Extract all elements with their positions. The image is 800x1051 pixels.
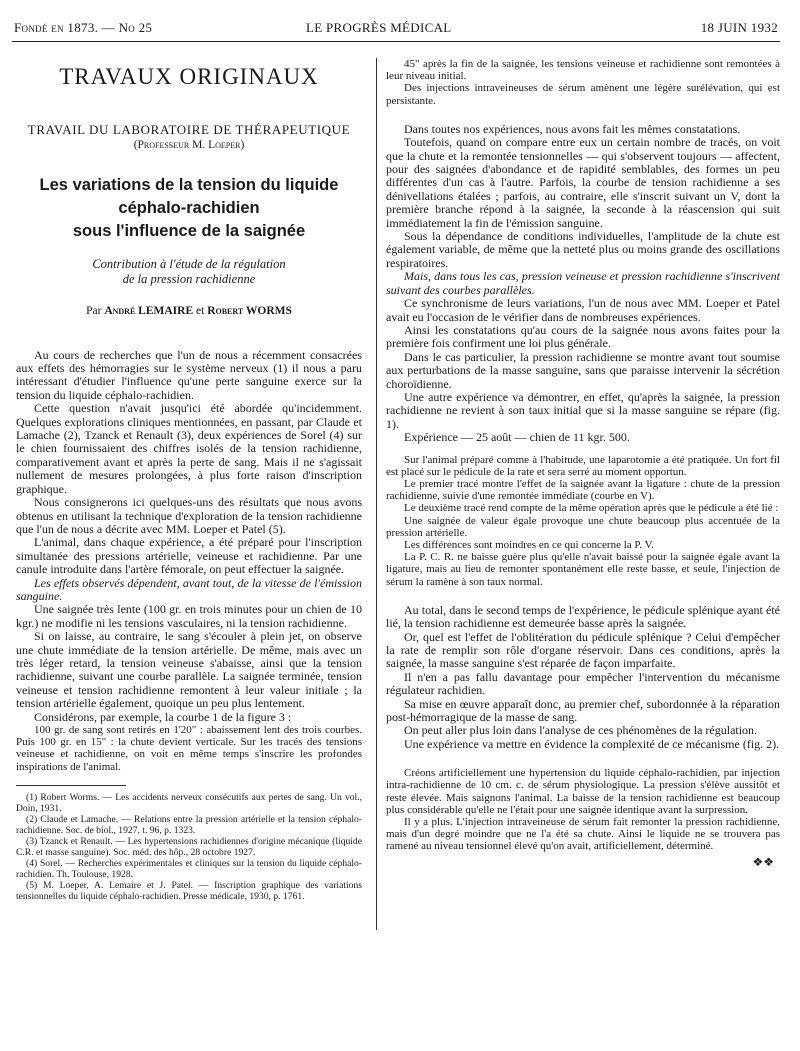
article-title [16,174,362,243]
footnote: (1) Robert Worms. — Les accidents nerveux consécutifs aux pertes de sang. Un vol., Doin, 1931. [16,791,362,814]
section-title: TRAVAUX ORIGINAUX [59,64,319,89]
experiment-note: Les différences sont moindres en ce qui concerne la P. V. [404,538,654,551]
article-subtitle [16,257,362,287]
column-divider [376,58,377,930]
header-founded: Fondé en 1873. — No 25 [14,20,153,35]
author-name: André LEMAIRE [104,305,194,318]
byline-and: et [196,305,205,318]
header-journal-name: LE PROGRÈS MÉDICAL [306,20,452,35]
body-paragraph: Nous consignerons ici quelques-uns des résultats que nous avons obtenus en utilisant la technique d'exploration de la tension rachidienne que l'un de nous a décrite avec MM. Loeper et Patel (5). [16,495,362,536]
left-column [16,58,362,902]
body-paragraph: Dans le cas particulier, la pression rachidienne se montre avant tout soumise aux perturbations de la masse sanguine, sans que paraisse intervenir la sécrétion choroïdienne. [386,349,780,391]
body-paragraph: Toutefois, quand on compare entre eux un certain nombre de tracés, on voit que la chute et la remontée tensionnelles — qui s'observent toujours — affectent, pour des saignées d'abondance et de rapidité semblables, des formes un peu différentes d'un cas à l'autre. Parfois, la courbe de tension rachidienne a ses dénivellations étalées ; parfois, au contraire, elle s'inscrit suivant un V, dont la première branche répond à la saignée, la seconde à la réascension qui suit immédiatement la fin de l'émission sanguine. [386,135,780,230]
author-name: Robert WORMS [207,305,292,318]
subtitle-line: Contribution à l'étude de la régulation [92,257,286,272]
body-paragraph: Sa mise en œuvre apparaît donc, au premier chef, subordonnée à la réparation post-hémorragique de la masse de sang. [386,696,780,725]
experiment-note: Une saignée de valeur égale provoque une chute beaucoup plus accentuée de la pression artérielle. [386,514,780,539]
body-paragraph: Au total, dans le second temps de l'expérience, le pédicule splénique ayant été lié, la tension rachidienne est demeurée basse après la saignée. [386,602,780,631]
footnote: (4) Sorel. — Recherches expérimentales et cliniques sur la tension du liquide céphalo-rachidien. Th. Toulouse, 1928. [16,857,362,880]
footnote-rule [16,785,126,786]
body-paragraph: Au cours de recherches que l'un de nous a récemment consacrées aux effets des hémorragies sur le système nerveux (1) il nous a paru intéressant d'étudier l'influence qu'une perte sanguine exerce sur la tension du liquide céphalo-rachidien. [16,347,362,402]
body-paragraph: L'animal, dans chaque expérience, a été préparé pour l'inscription simultanée des pressions artérielle, veineuse et rachidienne. Par une canule introduite dans l'artère fémorale, on peut effectuer la saignée. [16,535,362,577]
experiment-note: 100 gr. de sang sont retirés en 1'20" : abaissement lent des trois courbes. Puis 100 gr. en 15" : la chute devient verticale. Sur les tracés des tensions veineuse et rachidienne, on voit en même temps s'inscrire les profondes inspirations de l'animal. [16,724,362,773]
experiment-note: Sur l'animal préparé comme à l'habitude, une laparotomie a été pratiquée. Un fort fil est placé sur le pédicule de la rate et sera serré au moment opportun. [386,453,780,478]
experiment-note: 45" après la fin de la saignée, les tensions veineuse et rachidienne sont remontées à leur niveau initial. [386,58,780,83]
experiment-note: Le deuxième tracé rend compte de la même opération après que le pédicule a été lié : [404,502,779,515]
footnote: (2) Claude et Lamache. — Relations entre la pression artérielle et la tension céphalo-rachidienne. Soc. de biol., 1927, t. 96, p. 1323. [16,813,362,836]
header-rule [12,41,780,42]
body-paragraph: Une saignée très lente (100 gr. en trois minutes pour un chien de 10 kgr.) ne modifie ni les tensions vasculaires, ni la tension rachidienne. [16,602,362,630]
laboratory-line: TRAVAIL DU LABORATOIRE DE THÉRAPEUTIQUE [27,122,351,138]
body-paragraph: Il n'en a pas fallu davantage pour empêcher l'intervention du mécanisme régulateur rachidien. [386,669,780,698]
experiment-note: Le premier tracé montre l'effet de la saignée avant la ligature : chute de la pression rachidienne, suivie d'une remontée immédiate (courbe en V). [386,477,780,503]
experiment-note: Il y a plus. L'injection intraveineuse de sérum fait remonter la pression rachidienne, mais d'un degré moindre que ne l'a été sa chute. Ainsi le liquide ne se trouvera pas ramené au niveau tensionnel élevé qu'on avait, artificiellement, déterminé. [386,816,780,853]
body-paragraph: On peut aller plus loin dans l'analyse de ces phénomènes de la régulation. [404,723,758,738]
body-paragraph: Sous la dépendance de conditions individuelles, l'amplitude de la chute est également variable, de même que la netteté plus ou moins grande des oscillations respiratoires. [386,229,780,270]
body-paragraph: Ce synchronisme de leurs variations, l'un de nous avec MM. Loeper et Patel avait eu l'occasion de le vérifier dans de nombreuses expériences. [386,296,780,324]
footnote: (5) M. Loeper, A. Lemaire et J. Patel. — Inscription graphique des variations tensionnelles du liquide céphalo-rachidien. Presse médicale, 1930, p. 1761. [16,879,362,902]
byline-prefix: Par [86,305,102,318]
experiment-note: La P. C. R. ne baisse guère plus qu'elle n'avait baissé pour la saignée égale avant la ligature, mais au lieu de remonter spontanément elle reste basse, et seule, l'injection de sérum la ramène à son taux normal. [386,551,780,588]
experiment-note: Des injections intraveineuses de sérum amènent une légère surélévation, qui est persistante. [386,82,780,107]
article-title-line: sous l'influence de la saignée [72,222,306,241]
footnotes [16,792,362,902]
body-paragraph: Cette question n'avait jusqu'ici été abordée qu'incidemment. Quelques explorations cliniques mentionnées, en passant, par Claude et Lamache (2), Tzanck et Renault (3), deux expériences de Sorel (4) sur le chien fournissaient des chiffres isolés de la tension rachidienne, comparativement avant et après la perte de sang. Mais il ne s'agissait nullement de mesures prolongées, à plus forte raison d'inscription graphique. [16,401,362,496]
professor-line: (Professeur M. Loeper) [133,138,245,151]
body-paragraph-italic: Les effets observés dépendent, avant tout, de la vitesse de l'émission sanguine. [16,575,362,603]
article-title-line: Les variations de la tension du liquide [39,176,339,195]
header-date: 18 JUIN 1932 [700,20,778,35]
subtitle-line: de la pression rachidienne [122,272,256,287]
body-paragraph: Une autre expérience va démontrer, en effet, qu'après la saignée, la pression rachidienne ne revient à son taux initial que si la masse sanguine se répare (fig. 1). [386,389,780,431]
article-title-line: céphalo-rachidien [118,199,260,218]
experiment-note: Créons artificiellement une hypertension du liquide céphalo-rachidien, par injection intra-rachidienne de 10 cm. c. de sérum physiologique. La pression s'élève aussitôt et reste élevée. Mais saignons l'animal. La baisse de la tension rachidienne est beaucoup plus considérable qu'elle ne l'était pour une saignée identique avant la surpression. [386,767,780,816]
body-paragraph: Considérons, par exemple, la courbe 1 de la figure 3 : [34,709,292,724]
footnote: (3) Tzanck et Renault. — Les hypertensions rachidiennes d'origine mécanique (liquide C.R. et masse sanguine). Soc. méd. des hôp., 28 octobre 1927. [16,835,362,858]
end-ornament-icon: ❖❖ [752,854,774,869]
body-paragraph: Si on laisse, au contraire, le sang s'écouler à plein jet, on observe une chute immédiate de la tension artérielle. De même, mais avec un très léger retard, la tension veineuse s'abaisse, ainsi que la tension rachidienne, suivant une courbe parallèle. La saignée terminée, tension veineuse et tension rachidienne remontent à leur valeur initiale ; la tension artérielle également, quoique un peu plus lentement. [16,629,362,711]
body-paragraph-italic: Mais, dans tous les cas, pression veineuse et pression rachidienne s'inscrivent suivant des courbes parallèles. [386,269,780,297]
body-paragraph: Or, quel est l'effet de l'oblitération du pédicule splénique ? Celui d'empêcher la rate de remplir son rôle d'organe réservoir. Dans ces conditions, après la saignée, la masse sanguine s'est réparée de façon imparfaite. [386,629,780,671]
body-paragraph: Expérience — 25 août — chien de 11 kgr. 500. [404,430,630,445]
body-paragraph: Dans toutes nos expériences, nous avons fait les mêmes constatations. [404,121,741,136]
body-paragraph: Ainsi les constatations qu'au cours de la saignée nous avons faites pour la première fois confirment une loi plus générale. [386,322,780,351]
body-paragraph: Une expérience va mettre en évidence la complexité de ce mécanisme (fig. 2). [404,736,780,751]
running-header [14,20,778,38]
author-byline [16,305,362,318]
right-column [386,58,780,869]
